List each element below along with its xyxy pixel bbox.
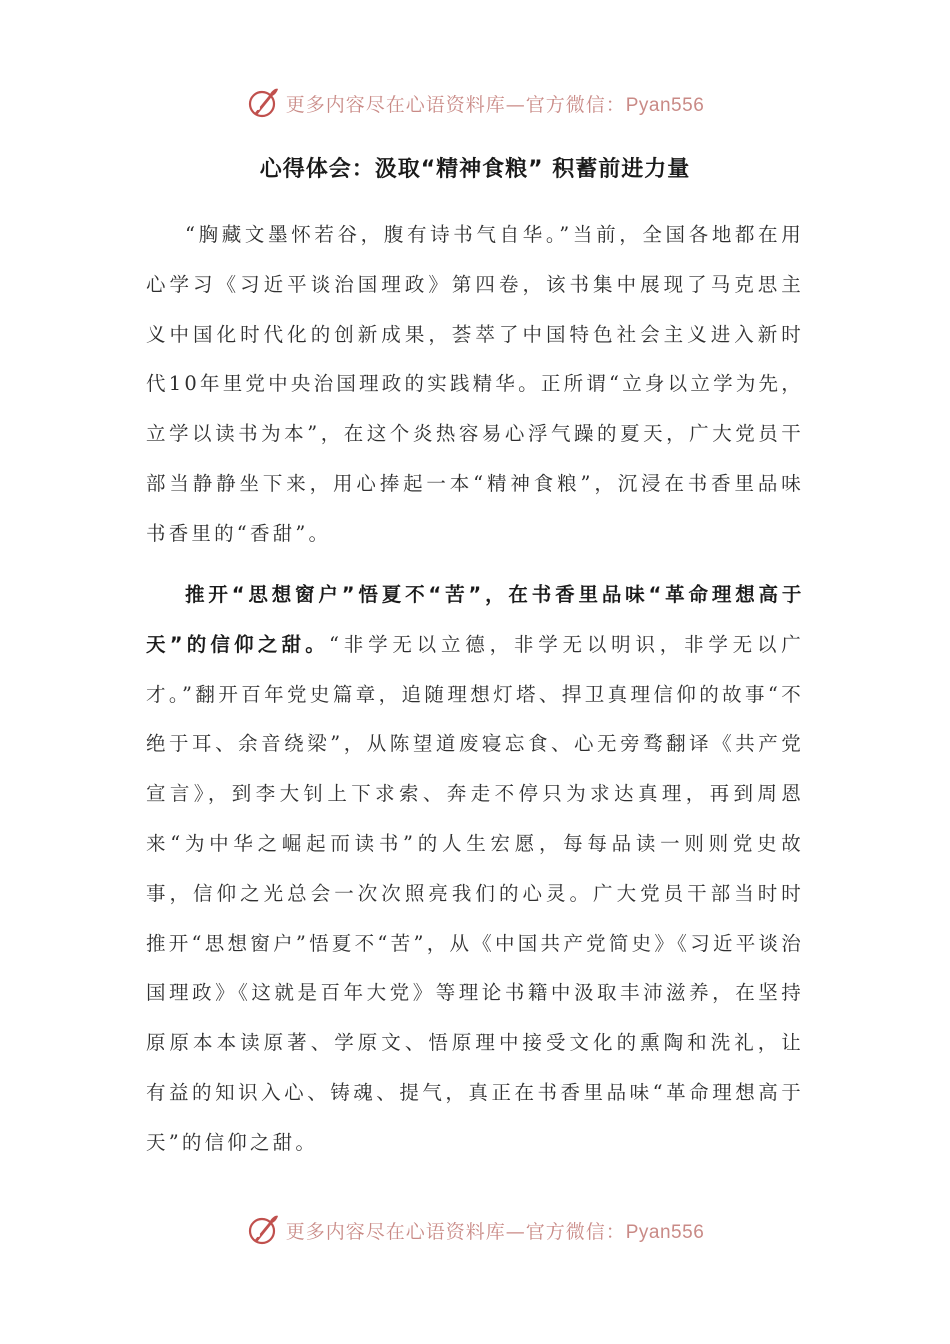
watermark-text: 更多内容尽在心语资料库—官方微信：Pyan556 [285,1220,705,1243]
wechat-id: Pyan556 [625,94,705,116]
paragraph-section-1 [146,570,804,1168]
paragraph-text: “非学无以立德，非学无以明识，非学无以广才。”翻开百年党史篇章，追随理想灯塔、捍卫真理信仰的故事“不绝于耳、余音绕梁”，从陈望道废寝忘食、心无旁骛翻译《共产党宣言》，到李大钊上下求索、奔走不停只为求达真理，再到周恩来“为中华之崛起而读书”的人生宏愿，每每品读一则则党史故事，信仰之光总会一次次照亮我们的心灵。广大党员干部当时时推开“思想窗户”悟夏不“苦”，从《中国共产党简史》《习近平谈治国理政》《这就是百年大党》等理论书籍中汲取丰沛滋养，在坚持原原本本读原著、学原文、悟原理中接受文化的熏陶和洗礼，让有益的知识入心、铸魂、提气，真正在书香里品味“革命理想高于天”的信仰之甜。 [146,632,804,1154]
paragraph-intro [146,210,804,559]
watermark-text: 更多内容尽在心语资料库—官方微信：Pyan556 [285,93,705,116]
quill-pen-circle-icon [246,86,280,120]
quill-pen-circle-icon [246,1213,280,1247]
wechat-id: Pyan556 [625,1221,705,1243]
footer-watermark [0,1210,950,1250]
paragraph-text: “胸藏文墨怀若谷，腹有诗书气自华。”当前，全国各地都在用心学习《习近平谈治国理政》第四卷，该书集中展现了马克思主义中国化时代化的创新成果，荟萃了中国特色社会主义进入新时代10年里党中央治国理政的实践精华。正所谓“立身以立学为先，立学以读书为本”，在这个炎热容易心浮气躁的夏天，广大党员干部当静静坐下来，用心捧起一本“精神食粮”，沉浸在书香里品味书香里的“香甜”。 [146,223,804,545]
header-watermark [0,83,950,123]
paragraph-lead: 推开“思想窗户”悟夏不“苦”，在书香里品味“革命理想高于天”的信仰之甜。 [146,583,804,656]
document-title: 心得体会：汲取“精神食粮” 积蓄前进力量 [259,157,691,182]
